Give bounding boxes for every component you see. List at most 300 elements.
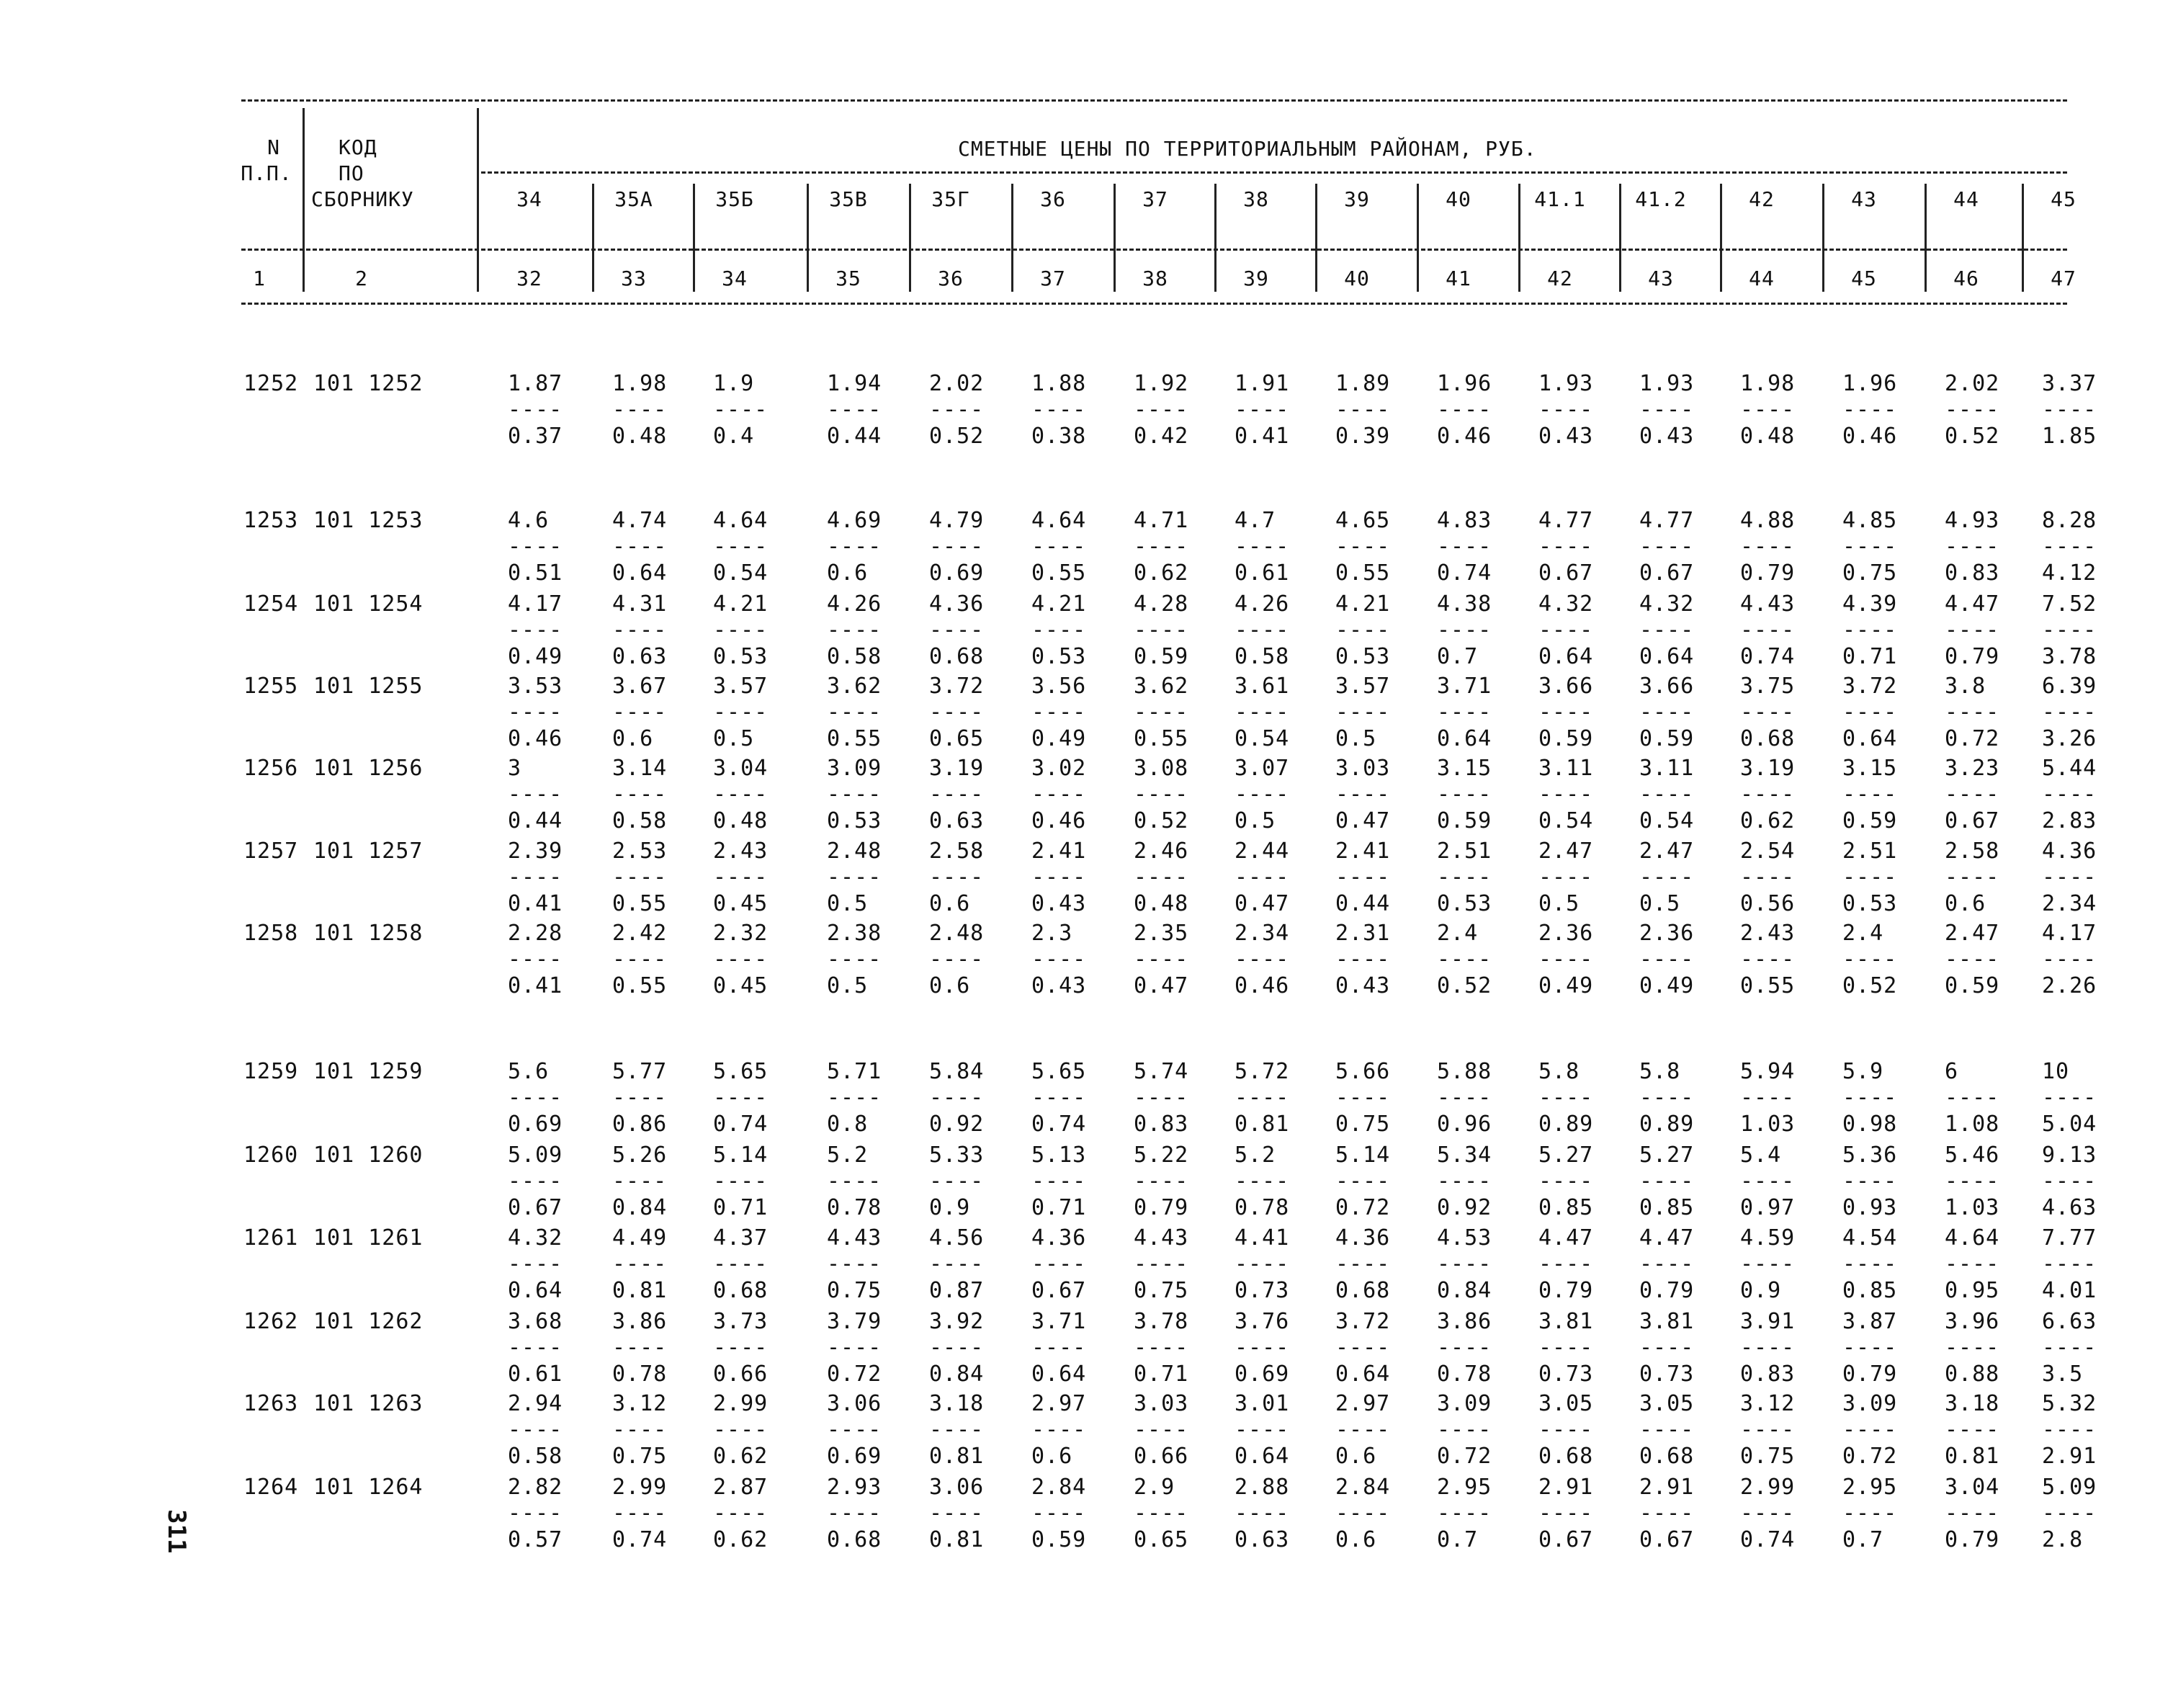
price-bottom: 0.7: [1437, 1527, 1479, 1552]
price-top: 4.17: [508, 591, 563, 617]
price-bottom: 0.68: [1639, 1444, 1695, 1469]
price-bottom: 0.54: [1538, 808, 1594, 833]
fraction-separator: ----: [1134, 1417, 1189, 1442]
price-top: 3: [508, 756, 522, 781]
district-header: 44: [1953, 187, 1979, 211]
price-top: 3.11: [1538, 756, 1594, 781]
district-header: 43: [1851, 187, 1877, 211]
price-top: 8.28: [2042, 508, 2097, 533]
fraction-separator: ----: [1639, 617, 1695, 643]
column-number: 41: [1446, 267, 1471, 290]
price-bottom: 0.73: [1538, 1362, 1594, 1387]
price-bottom: 0.84: [1437, 1278, 1492, 1303]
price-top: 2.9: [1134, 1475, 1175, 1500]
fraction-separator: ----: [1538, 1251, 1594, 1276]
price-top: 1.88: [1031, 371, 1087, 396]
price-bottom: 0.54: [1235, 726, 1290, 751]
fraction-separator: ----: [508, 1501, 563, 1526]
price-bottom: 0.74: [1740, 644, 1796, 669]
fraction-separator: ----: [1945, 397, 2000, 422]
fraction-separator: ----: [1031, 864, 1087, 890]
fraction-separator: ----: [508, 1251, 563, 1276]
price-top: 2.39: [508, 839, 563, 864]
price-bottom: 0.62: [1134, 560, 1189, 586]
price-top: 2.58: [929, 839, 985, 864]
price-bottom: 0.55: [612, 891, 668, 916]
price-bottom: 0.43: [1538, 424, 1594, 449]
price-top: 4.43: [1134, 1225, 1189, 1251]
fraction-separator: ----: [1031, 617, 1087, 643]
price-bottom: 0.92: [1437, 1195, 1492, 1220]
price-top: 5.27: [1639, 1143, 1695, 1168]
row-number: 1255: [243, 674, 299, 699]
district-header: 45: [2051, 187, 2076, 211]
price-bottom: 0.5: [1639, 891, 1681, 916]
price-top: 3.92: [929, 1309, 985, 1334]
fraction-separator: ----: [1538, 397, 1594, 422]
price-top: 1.9: [713, 371, 755, 396]
price-bottom: 0.69: [508, 1112, 563, 1137]
header-vrule: [477, 108, 479, 292]
fraction-separator: ----: [1945, 534, 2000, 559]
fraction-separator: ----: [1945, 1168, 2000, 1194]
price-bottom: 0.64: [1639, 644, 1695, 669]
fraction-separator: ----: [1437, 397, 1492, 422]
price-bottom: 0.87: [929, 1278, 985, 1303]
price-top: 3.06: [929, 1475, 985, 1500]
price-top: 4.83: [1437, 508, 1492, 533]
price-top: 3.08: [1134, 756, 1189, 781]
district-header: 36: [1040, 187, 1066, 211]
fraction-separator: ----: [1538, 1085, 1594, 1110]
num-label: П.П.: [241, 161, 292, 185]
fraction-separator: ----: [1437, 1417, 1492, 1442]
price-top: 2.48: [929, 921, 985, 946]
fraction-separator: ----: [827, 1417, 882, 1442]
price-bottom: 0.79: [1740, 560, 1796, 586]
price-bottom: 2.83: [2042, 808, 2097, 833]
price-bottom: 0.62: [713, 1527, 769, 1552]
fraction-separator: ----: [1335, 1168, 1391, 1194]
price-top: 5.65: [713, 1059, 769, 1084]
price-bottom: 0.89: [1639, 1112, 1695, 1137]
header-bottom-rule: [241, 303, 2067, 305]
column-number: 45: [1851, 267, 1877, 290]
fraction-separator: ----: [1740, 699, 1796, 725]
price-top: 2.48: [827, 839, 882, 864]
fraction-separator: ----: [1945, 1251, 2000, 1276]
price-top: 4.69: [827, 508, 882, 533]
page-number: 311: [162, 1509, 191, 1554]
fraction-separator: ----: [827, 782, 882, 807]
price-bottom: 0.68: [827, 1527, 882, 1552]
price-top: 4.39: [1842, 591, 1898, 617]
price-top: 3.57: [713, 674, 769, 699]
price-bottom: 0.46: [1235, 973, 1290, 998]
price-bottom: 0.48: [713, 808, 769, 833]
price-top: 4.36: [929, 591, 985, 617]
fraction-separator: ----: [827, 1335, 882, 1360]
price-bottom: 0.69: [827, 1444, 882, 1469]
fraction-separator: ----: [1335, 1417, 1391, 1442]
fraction-separator: ----: [929, 1251, 985, 1276]
row-code: 101 1254: [313, 591, 424, 617]
price-top: 5.13: [1031, 1143, 1087, 1168]
price-bottom: 0.9: [1740, 1278, 1782, 1303]
price-top: 2.02: [929, 371, 985, 396]
fraction-separator: ----: [2042, 397, 2097, 422]
column-divider: [693, 184, 695, 292]
price-top: 5.26: [612, 1143, 668, 1168]
fraction-separator: ----: [612, 1251, 668, 1276]
price-top: 4.41: [1235, 1225, 1290, 1251]
fraction-separator: ----: [1031, 947, 1087, 972]
row-code: 101 1261: [313, 1225, 424, 1251]
price-bottom: 0.71: [713, 1195, 769, 1220]
fraction-separator: ----: [929, 1085, 985, 1110]
price-bottom: 0.79: [1538, 1278, 1594, 1303]
fraction-separator: ----: [508, 534, 563, 559]
fraction-separator: ----: [1740, 782, 1796, 807]
fraction-separator: ----: [1335, 397, 1391, 422]
fraction-separator: ----: [1945, 617, 2000, 643]
price-bottom: 0.5: [827, 973, 869, 998]
fraction-separator: ----: [1842, 534, 1898, 559]
price-bottom: 0.89: [1538, 1112, 1594, 1137]
price-top: 3.72: [929, 674, 985, 699]
price-bottom: 0.79: [1945, 1527, 2000, 1552]
row-number: 1261: [243, 1225, 299, 1251]
price-bottom: 0.6: [929, 973, 971, 998]
price-top: 4.85: [1842, 508, 1898, 533]
price-top: 3.09: [1437, 1391, 1492, 1416]
fraction-separator: ----: [1437, 699, 1492, 725]
price-bottom: 0.83: [1945, 560, 2000, 586]
fraction-separator: ----: [1134, 1168, 1189, 1194]
price-top: 5.09: [508, 1143, 563, 1168]
price-top: 2.87: [713, 1475, 769, 1500]
price-top: 3.23: [1945, 756, 2000, 781]
fraction-separator: ----: [713, 699, 769, 725]
price-top: 2.88: [1235, 1475, 1290, 1500]
fraction-separator: ----: [2042, 1501, 2097, 1526]
price-bottom: 0.6: [929, 891, 971, 916]
price-bottom: 0.67: [1538, 560, 1594, 586]
fraction-separator: ----: [1538, 1417, 1594, 1442]
price-bottom: 0.74: [1031, 1112, 1087, 1137]
fraction-separator: ----: [1437, 947, 1492, 972]
price-bottom: 0.53: [1437, 891, 1492, 916]
price-top: 5.44: [2042, 756, 2097, 781]
fraction-separator: ----: [713, 1335, 769, 1360]
price-top: 3.61: [1235, 674, 1290, 699]
price-bottom: 0.44: [1335, 891, 1391, 916]
district-header: 39: [1344, 187, 1370, 211]
column-divider: [1619, 184, 1621, 292]
row-code: 101 1262: [313, 1309, 424, 1334]
price-top: 4.26: [1235, 591, 1290, 617]
price-top: 5.14: [1335, 1143, 1391, 1168]
price-top: 4.36: [2042, 839, 2097, 864]
column-number: 44: [1749, 267, 1775, 290]
fraction-separator: ----: [1335, 1501, 1391, 1526]
price-bottom: 0.81: [929, 1444, 985, 1469]
price-bottom: 0.81: [612, 1278, 668, 1303]
price-top: 3.81: [1639, 1309, 1695, 1334]
fraction-separator: ----: [1134, 1251, 1189, 1276]
price-top: 5.14: [713, 1143, 769, 1168]
price-top: 2.44: [1235, 839, 1290, 864]
price-bottom: 0.59: [1437, 808, 1492, 833]
row-number: 1263: [243, 1391, 299, 1416]
fraction-separator: ----: [1437, 534, 1492, 559]
price-top: 5.72: [1235, 1059, 1290, 1084]
price-top: 5.88: [1437, 1059, 1492, 1084]
fraction-separator: ----: [1945, 1417, 2000, 1442]
price-bottom: 0.67: [1945, 808, 2000, 833]
price-bottom: 2.26: [2042, 973, 2097, 998]
fraction-separator: ----: [508, 1417, 563, 1442]
price-bottom: 0.8: [827, 1112, 869, 1137]
price-top: 2.47: [1538, 839, 1594, 864]
price-top: 5.84: [929, 1059, 985, 1084]
district-header: 37: [1142, 187, 1168, 211]
price-top: 3.68: [508, 1309, 563, 1334]
fraction-separator: ----: [508, 782, 563, 807]
price-bottom: 0.72: [1437, 1444, 1492, 1469]
price-top: 2.95: [1842, 1475, 1898, 1500]
fraction-separator: ----: [713, 1501, 769, 1526]
price-top: 5.74: [1134, 1059, 1189, 1084]
fraction-separator: ----: [1740, 1168, 1796, 1194]
price-top: 6.39: [2042, 674, 2097, 699]
fraction-separator: ----: [1538, 1168, 1594, 1194]
price-top: 5.8: [1639, 1059, 1681, 1084]
fraction-separator: ----: [1134, 864, 1189, 890]
row-number: 1264: [243, 1475, 299, 1500]
price-bottom: 0.65: [929, 726, 985, 751]
fraction-separator: ----: [1740, 947, 1796, 972]
fraction-separator: ----: [1538, 1501, 1594, 1526]
fraction-separator: ----: [2042, 1417, 2097, 1442]
price-top: 5.34: [1437, 1143, 1492, 1168]
column-number: 32: [516, 267, 542, 290]
price-top: 3.67: [612, 674, 668, 699]
price-bottom: 0.59: [1842, 808, 1898, 833]
price-top: 5.33: [929, 1143, 985, 1168]
column-divider: [909, 184, 911, 292]
price-bottom: 0.69: [929, 560, 985, 586]
price-bottom: 0.48: [612, 424, 668, 449]
fraction-separator: ----: [1740, 617, 1796, 643]
price-top: 2.84: [1335, 1475, 1391, 1500]
district-header: 40: [1446, 187, 1471, 211]
price-top: 2.99: [612, 1475, 668, 1500]
price-bottom: 0.85: [1842, 1278, 1898, 1303]
price-top: 5.27: [1538, 1143, 1594, 1168]
price-bottom: 0.37: [508, 424, 563, 449]
price-bottom: 0.79: [1134, 1195, 1189, 1220]
price-top: 3.66: [1639, 674, 1695, 699]
fraction-separator: ----: [1945, 782, 2000, 807]
price-top: 2.95: [1437, 1475, 1492, 1500]
price-top: 4.77: [1538, 508, 1594, 533]
fraction-separator: ----: [1031, 1501, 1087, 1526]
price-top: 5.36: [1842, 1143, 1898, 1168]
price-top: 4.47: [1945, 591, 2000, 617]
fraction-separator: ----: [1538, 782, 1594, 807]
fraction-separator: ----: [508, 1335, 563, 1360]
price-bottom: 0.68: [1538, 1444, 1594, 1469]
fraction-separator: ----: [1235, 1085, 1290, 1110]
price-top: 3.81: [1538, 1309, 1594, 1334]
price-top: 3.56: [1031, 674, 1087, 699]
fraction-separator: ----: [1639, 1168, 1695, 1194]
price-bottom: 0.6: [1945, 891, 1986, 916]
price-bottom: 4.12: [2042, 560, 2097, 586]
fraction-separator: ----: [1235, 947, 1290, 972]
price-bottom: 0.46: [508, 726, 563, 751]
price-bottom: 0.48: [1740, 424, 1796, 449]
fraction-separator: ----: [1134, 534, 1189, 559]
fraction-separator: ----: [1437, 1168, 1492, 1194]
fraction-separator: ----: [1437, 1251, 1492, 1276]
fraction-separator: ----: [1031, 782, 1087, 807]
fraction-separator: ----: [1134, 1501, 1189, 1526]
fraction-separator: ----: [1335, 1251, 1391, 1276]
price-bottom: 0.68: [713, 1278, 769, 1303]
fraction-separator: ----: [1235, 617, 1290, 643]
fraction-separator: ----: [1134, 782, 1189, 807]
price-bottom: 0.44: [508, 808, 563, 833]
price-top: 3.71: [1031, 1309, 1087, 1334]
price-bottom: 2.8: [2042, 1527, 2084, 1552]
price-bottom: 0.38: [1031, 424, 1087, 449]
price-bottom: 0.95: [1945, 1278, 2000, 1303]
fraction-separator: ----: [1134, 1085, 1189, 1110]
fraction-separator: ----: [1842, 1501, 1898, 1526]
fraction-separator: ----: [929, 1417, 985, 1442]
price-top: 3.12: [612, 1391, 668, 1416]
column-number: 46: [1953, 267, 1979, 290]
row-code: 101 1260: [313, 1143, 424, 1168]
fraction-separator: ----: [1031, 1251, 1087, 1276]
price-top: 2.02: [1945, 371, 2000, 396]
price-bottom: 0.64: [1842, 726, 1898, 751]
fraction-separator: ----: [612, 1335, 668, 1360]
row-code: 101 1264: [313, 1475, 424, 1500]
fraction-separator: ----: [508, 1085, 563, 1110]
fraction-separator: ----: [1335, 1335, 1391, 1360]
fraction-separator: ----: [2042, 947, 2097, 972]
column-number: 42: [1547, 267, 1573, 290]
fraction-separator: ----: [713, 1417, 769, 1442]
price-top: 3.71: [1437, 674, 1492, 699]
fraction-separator: ----: [929, 782, 985, 807]
price-bottom: 0.7: [1437, 644, 1479, 669]
fraction-separator: ----: [827, 1168, 882, 1194]
price-bottom: 0.58: [827, 644, 882, 669]
fraction-separator: ----: [1639, 864, 1695, 890]
price-bottom: 0.78: [827, 1195, 882, 1220]
price-top: 2.97: [1031, 1391, 1087, 1416]
price-top: 4.6: [508, 508, 550, 533]
price-top: 2.91: [1538, 1475, 1594, 1500]
fraction-separator: ----: [929, 534, 985, 559]
price-top: 4.64: [1031, 508, 1087, 533]
fraction-separator: ----: [2042, 699, 2097, 725]
fraction-separator: ----: [713, 617, 769, 643]
price-bottom: 0.53: [1842, 891, 1898, 916]
price-bottom: 0.85: [1538, 1195, 1594, 1220]
fraction-separator: ----: [929, 699, 985, 725]
district-header: 41.2: [1635, 187, 1687, 211]
price-bottom: 0.9: [929, 1195, 971, 1220]
price-bottom: 0.75: [1842, 560, 1898, 586]
price-top: 4.36: [1031, 1225, 1087, 1251]
fraction-separator: ----: [612, 699, 668, 725]
column-number: 43: [1648, 267, 1674, 290]
price-top: 10: [2042, 1059, 2070, 1084]
fraction-separator: ----: [508, 617, 563, 643]
fraction-separator: ----: [827, 947, 882, 972]
price-top: 4.32: [508, 1225, 563, 1251]
fraction-separator: ----: [1842, 1335, 1898, 1360]
price-top: 4.49: [612, 1225, 668, 1251]
district-header: 38: [1243, 187, 1269, 211]
fraction-separator: ----: [827, 699, 882, 725]
fraction-separator: ----: [1842, 1168, 1898, 1194]
column-divider: [1315, 184, 1317, 292]
price-bottom: 0.64: [1335, 1362, 1391, 1387]
num-label: N: [267, 135, 280, 159]
price-bottom: 0.66: [1134, 1444, 1189, 1469]
price-bottom: 1.03: [1945, 1195, 2000, 1220]
fraction-separator: ----: [1335, 947, 1391, 972]
price-top: 3.18: [1945, 1391, 2000, 1416]
price-bottom: 0.59: [1134, 644, 1189, 669]
fraction-separator: ----: [827, 1085, 882, 1110]
price-bottom: 0.41: [508, 973, 563, 998]
price-top: 2.36: [1639, 921, 1695, 946]
price-top: 3.79: [827, 1309, 882, 1334]
price-top: 5.8: [1538, 1059, 1580, 1084]
price-top: 1.96: [1842, 371, 1898, 396]
fraction-separator: ----: [713, 1085, 769, 1110]
price-top: 3.07: [1235, 756, 1290, 781]
price-bottom: 0.45: [713, 891, 769, 916]
fraction-separator: ----: [827, 397, 882, 422]
price-top: 3.57: [1335, 674, 1391, 699]
fraction-separator: ----: [827, 534, 882, 559]
fraction-separator: ----: [1639, 782, 1695, 807]
column-divider: [1822, 184, 1824, 292]
fraction-separator: ----: [929, 864, 985, 890]
price-top: 3.03: [1134, 1391, 1189, 1416]
fraction-separator: ----: [1538, 699, 1594, 725]
price-bottom: 0.67: [508, 1195, 563, 1220]
price-top: 4.32: [1639, 591, 1695, 617]
price-top: 2.99: [1740, 1475, 1796, 1500]
fraction-separator: ----: [612, 397, 668, 422]
fraction-separator: ----: [1437, 1501, 1492, 1526]
price-bottom: 0.67: [1031, 1278, 1087, 1303]
fraction-separator: ----: [1842, 1085, 1898, 1110]
price-bottom: 0.68: [1335, 1278, 1391, 1303]
price-bottom: 0.4: [713, 424, 755, 449]
price-top: 3.19: [1740, 756, 1796, 781]
fraction-separator: ----: [1538, 1335, 1594, 1360]
